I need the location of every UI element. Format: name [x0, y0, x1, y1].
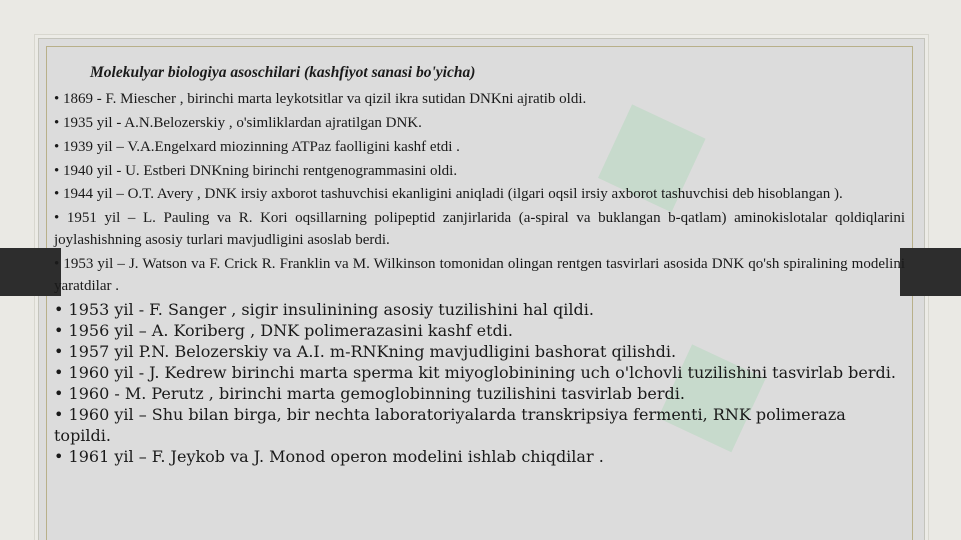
list-item: • 1960 yil – Shu bilan birga, bir nechta laboratoriyalarda transkripsiya fermenti, RNK polimeraza topildi. [54, 405, 846, 445]
list-item: • 1951 yil – L. Pauling va R. Kori oqsillarning polipeptid zanjirlarida (a-spiral va buklangan b-qatlam) aminokislotalar qoldiqlarini joylashishning asosiy turlari mavjudligini asoslab berdi. [54, 210, 905, 248]
watermark-logo: ◆ [623, 285, 792, 489]
list-item: • 1961 yil – F. Jeykob va J. Monod operon modelini ishlab chiqdilar . [54, 447, 604, 466]
list-item: • 1939 yil – V.A.Engelxard miozinning ATPaz faolligini kashf etdi . [54, 139, 460, 155]
sans-list [54, 299, 905, 467]
list-item: • 1957 yil P.N. Belozerskiy va A.I. m-RNKning mavjudligini bashorat qilishdi. [54, 342, 677, 361]
list-item: • 1960 - M. Perutz , birinchi marta gemoglobinning tuzilishini tasvirlab berdi. [54, 384, 685, 403]
list-item: • 1940 yil - U. Estberi DNKning birinchi rentgenogrammasini oldi. [54, 163, 458, 179]
serif-list [54, 87, 905, 297]
right-side-bar [900, 248, 961, 296]
document-body [54, 62, 905, 467]
list-item: • 1953 yil – J. Watson va F. Crick R. Franklin va M. Wilkinson tomonidan olingan rentgen tasvirlari asosida DNK qo'sh spiralining modelini yaratdilar . [54, 256, 905, 294]
list-item: • 1869 - F. Miescher , birinchi marta leykotsitlar va qizil ikra sutidan DNKni ajratib oldi. [54, 91, 587, 107]
list-item: • 1960 yil - J. Kedrew birinchi marta sperma kit miyoglobinining uch o'lchovli tuzilishini tasvirlab berdi. [54, 363, 896, 382]
list-item: • 1944 yil – O.T. Avery , DNK irsiy axborot tashuvchisi ekanligini aniqladi (ilgari oqsil irsiy axborot tashuvchisi deb hisoblangan ). [54, 186, 843, 202]
watermark-logo: ◆ [563, 45, 732, 249]
list-item: • 1956 yil – A. Koriberg , DNK polimerazasini kashf etdi. [54, 321, 513, 340]
list-item: • 1953 yil - F. Sanger , sigir insulinining asosiy tuzilishini hal qildi. [54, 300, 594, 319]
left-side-bar [0, 248, 61, 296]
list-item: • 1935 yil - A.N.Belozerskiy , o'simliklardan ajratilgan DNK. [54, 115, 422, 131]
document-title: Molekulyar biologiya asoschilari (kashfiyot sanasi bo'yicha) [90, 64, 476, 81]
